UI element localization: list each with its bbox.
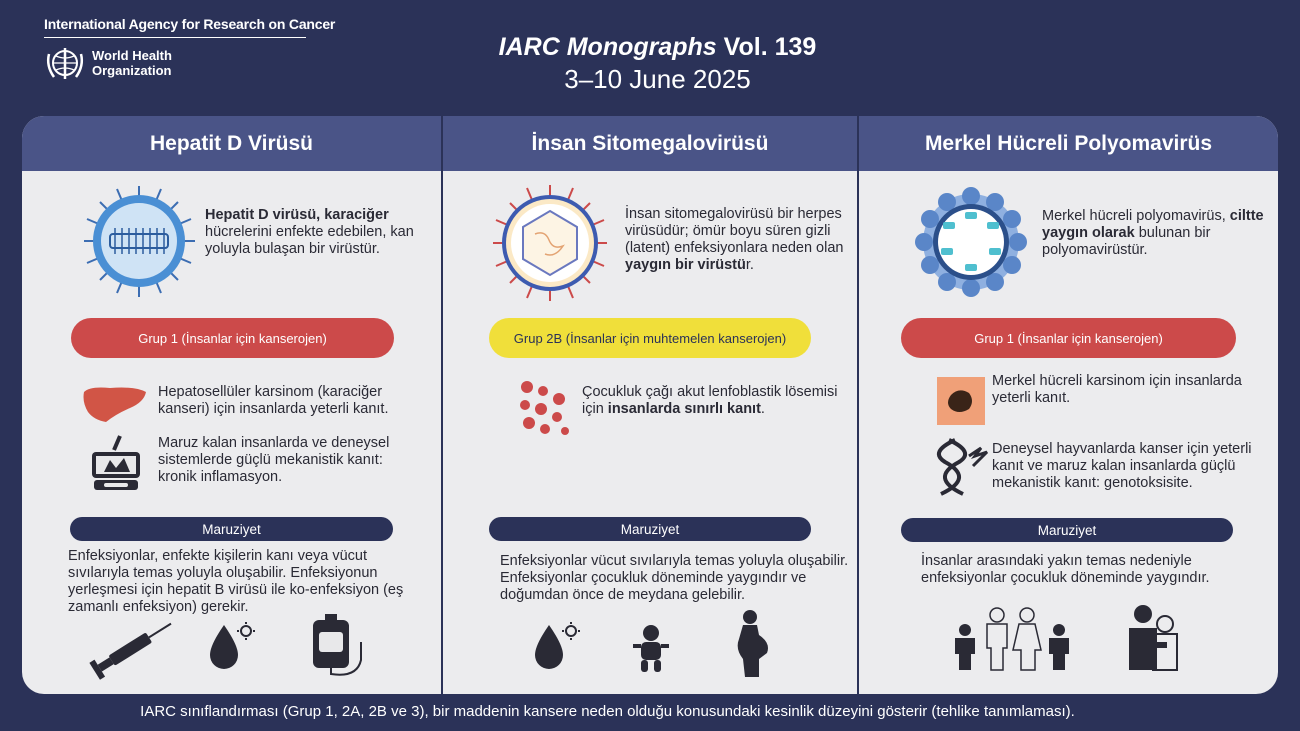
hcmv-virus-icon [493, 184, 608, 302]
inflammation-icon [90, 434, 142, 492]
embrace-icon [1127, 604, 1183, 674]
who-line-1: World Health [92, 48, 172, 63]
exposure-text: Enfeksiyonlar vücut sıvılarıyla temas yoluyla oluşabilir. Enfeksiyonlar çocukluk döneminde yaygındır ve doğumdan önce de meydana gelebilir. [500, 553, 849, 603]
virus-description [1042, 208, 1270, 259]
desc-bold: Hepatit D virüsü, karaciğer [205, 207, 389, 223]
group-badge: Grup 1 (İnsanlar için kanserojen) [901, 318, 1236, 358]
blood-drop-icon [208, 621, 258, 671]
virus-description [625, 206, 851, 274]
title-volume: Vol. 139 [716, 33, 817, 61]
page-title [0, 33, 1300, 62]
desc-end: bulunan bir polyomavirüstür. [1042, 225, 1211, 258]
family-icon [951, 606, 1073, 672]
desc-bold: yaygın bir virüstü [625, 257, 746, 273]
blood-bag-icon [307, 612, 377, 678]
panel-hepatitis-d [22, 116, 441, 694]
skin-lesion-icon [937, 377, 985, 425]
desc-rest: hücrelerini enfekte edebilen, kan yoluyla bulaşan bir virüstür. [205, 224, 414, 257]
exposure-text: İnsanlar arasındaki yakın temas nedeniyle enfeksiyonlar çocukluk döneminde yaygındır. [921, 553, 1210, 586]
desc-a: İnsan sitomegalovirüsü bir herpes virüsüdür; ömür boyu süren gizli (latent) enfeksiyonlara neden olan [625, 206, 844, 256]
evidence-mechanistic: Maruz kalan insanlarda ve deneysel sistemlerde güçlü mekanistik kanıt: kronik inflamasyon. [158, 435, 390, 485]
evidence-cancer: Hepatosellüler karsinom (karaciğer kanseri) için insanlarda yeterli kanıt. [158, 384, 389, 417]
blood-cells-icon [515, 379, 573, 437]
evidence-leukemia [582, 384, 854, 418]
exposure-label: Maruziyet [70, 517, 393, 541]
desc-bold: ciltte yaygın olarak [1042, 208, 1264, 241]
group-badge: Grup 2B (İnsanlar için muhtemelen kanserojen) [489, 318, 811, 358]
mcpyv-virus-icon [915, 186, 1027, 298]
evidence-mechanistic: Deneysel hayvanlarda kanser için yeterli kanıt ve maruz kalan insanlarda güçlü mekanistik kanıt: genotoksisite. [992, 441, 1252, 491]
pregnant-woman-icon [733, 609, 773, 679]
desc-end: r. [745, 257, 754, 273]
evidence-cancer: Merkel hücreli karsinom için insanlarda yeterli kanıt. [992, 373, 1242, 406]
panel-merkel-polyomavirus [859, 116, 1278, 694]
ev-a: Çocukluk çağı akut lenfoblastik lösemisi için [582, 384, 838, 417]
virus-description [205, 207, 437, 258]
who-line-2: Organization [92, 63, 172, 78]
baby-icon [633, 624, 669, 674]
title-italic: IARC Monographs [498, 33, 717, 61]
footer-note: IARC sınıflandırması (Grup 1, 2A, 2B ve 3), bir maddenin kansere neden olduğu konusundaki kesinlik düzeyini gösterir (tehlike tanımlaması). [140, 703, 1075, 720]
hdv-virus-icon [82, 184, 197, 299]
panel-title: İnsan Sitomegalovirüsü [443, 116, 857, 171]
syringe-icon [82, 616, 182, 680]
dna-icon [935, 438, 991, 498]
exposure-label: Maruziyet [901, 518, 1233, 542]
panel-title: Hepatit D Virüsü [22, 116, 441, 171]
group-badge: Grup 1 (İnsanlar için kanserojen) [71, 318, 394, 358]
panel-title: Merkel Hücreli Polyomavirüs [859, 116, 1278, 171]
blood-drop-icon [533, 621, 583, 671]
exposure-label: Maruziyet [489, 517, 811, 541]
desc-a: Merkel hücreli polyomavirüs, [1042, 208, 1230, 224]
exposure-text: Enfeksiyonlar, enfekte kişilerin kanı veya vücut sıvılarıyla temas yoluyla oluşabilir. Enfeksiyonun yerleşmesi için hepatit B virüsü ile ko-enfeksiyon (eş zamanlı enfeksiyon) gerekir. [68, 548, 404, 615]
meeting-dates: 3–10 June 2025 [564, 64, 751, 94]
ev-end: . [760, 401, 765, 417]
iarc-org-name: International Agency for Research on Cancer [44, 16, 336, 32]
ev-bold: insanlarda sınırlı kanıt [607, 401, 761, 417]
panel-cytomegalovirus [443, 116, 857, 694]
liver-icon [80, 384, 150, 424]
